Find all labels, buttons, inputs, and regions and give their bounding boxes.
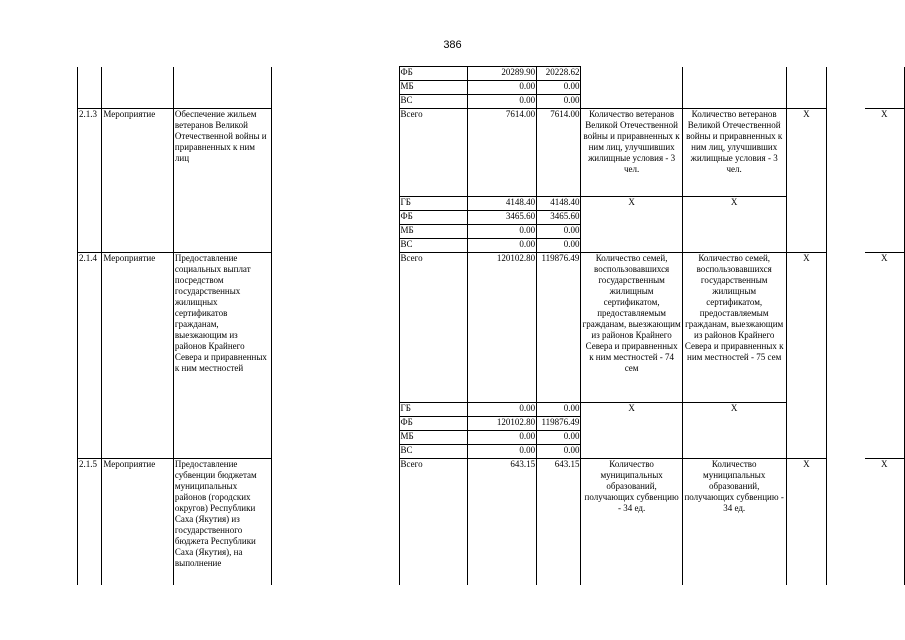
cell-value-plan: 7614.00 <box>467 109 536 197</box>
cell-source: ФБ <box>399 211 467 225</box>
cell-mark: Х <box>786 459 827 585</box>
cell-name <box>173 67 271 109</box>
cell-value-fact: 0.00 <box>537 81 581 95</box>
cell-value-fact: 4148.40 <box>537 197 581 211</box>
cell-mark: Х <box>581 197 682 253</box>
spacer-cell <box>827 253 865 459</box>
cell-source: Всего <box>399 459 467 585</box>
spacer-cell <box>272 459 336 585</box>
cell-mark: Х <box>581 403 682 459</box>
cell-source: ФБ <box>399 417 467 431</box>
cell-value-plan: 0.00 <box>467 403 536 417</box>
cell-value-plan: 120102.80 <box>467 417 536 431</box>
cell-value-plan: 0.00 <box>467 95 536 109</box>
cell-mark: Х <box>865 253 905 459</box>
cell-value-fact: 0.00 <box>537 403 581 417</box>
spacer-cell <box>272 253 336 459</box>
cell-type: Мероприятие <box>102 459 174 585</box>
cell-num: 2.1.4 <box>78 253 102 459</box>
cell-indicator-plan: Количество муниципальных образований, получающих субвенцию - 34 ед. <box>581 459 682 585</box>
cell-source: МБ <box>399 431 467 445</box>
table-row <box>78 459 905 585</box>
spacer-cell <box>827 109 865 253</box>
cell-source: МБ <box>399 81 467 95</box>
cell-value-fact: 3465.60 <box>537 211 581 225</box>
cell-source: ГБ <box>399 197 467 211</box>
spacer-cell <box>335 67 399 109</box>
cell-value-fact: 0.00 <box>537 445 581 459</box>
cell-mark: Х <box>786 253 827 459</box>
cell-num: 2.1.3 <box>78 109 102 253</box>
cell-source: Всего <box>399 253 467 403</box>
table-row <box>78 67 905 81</box>
cell-source: ВС <box>399 239 467 253</box>
cell-num <box>78 67 102 109</box>
table-row <box>78 253 905 403</box>
cell-type: Мероприятие <box>102 253 174 459</box>
cell-value-plan: 120102.80 <box>467 253 536 403</box>
cell-source: МБ <box>399 225 467 239</box>
cell-mark: Х <box>865 459 905 585</box>
cell-source: Всего <box>399 109 467 197</box>
page-number: 386 <box>443 39 462 51</box>
cell-mark: Х <box>786 109 827 253</box>
cell-mark: Х <box>682 197 786 253</box>
cell-mark: Х <box>865 109 905 253</box>
cell-indicator-fact <box>682 67 786 109</box>
cell-source: ВС <box>399 95 467 109</box>
cell-value-fact: 0.00 <box>537 95 581 109</box>
spacer-cell <box>335 109 399 253</box>
cell-value-fact: 0.00 <box>537 239 581 253</box>
cell-name: Предоставление социальных выплат посредством государственных жилищных сертификатов гражданам, выезжающим из районов Крайнего Севера и приравненных к ним местностей <box>173 253 271 459</box>
cell-name: Обеспечение жильем ветеранов Великой Отечественной войны и приравненных к ним лиц <box>173 109 271 253</box>
cell-value-plan: 0.00 <box>467 225 536 239</box>
cell-mark <box>786 67 827 109</box>
cell-value-fact: 0.00 <box>537 431 581 445</box>
cell-value-plan: 0.00 <box>467 445 536 459</box>
cell-value-plan: 4148.40 <box>467 197 536 211</box>
spacer-cell <box>272 67 336 109</box>
cell-indicator-plan: Количество ветеранов Великой Отечественной войны и приравненных к ним лиц, улучшивших жилищные условия - 3 чел. <box>581 109 682 197</box>
spacer-cell <box>335 459 399 585</box>
report-table <box>77 66 905 585</box>
cell-value-plan: 643.15 <box>467 459 536 585</box>
cell-source: ВС <box>399 445 467 459</box>
spacer-cell <box>335 253 399 459</box>
spacer-cell <box>272 109 336 253</box>
spacer-cell <box>827 67 865 109</box>
cell-value-fact: 119876.49 <box>537 417 581 431</box>
cell-value-plan: 20289.90 <box>467 67 536 81</box>
cell-mark: Х <box>682 403 786 459</box>
cell-value-plan: 0.00 <box>467 81 536 95</box>
cell-value-plan: 3465.60 <box>467 211 536 225</box>
cell-source: ГБ <box>399 403 467 417</box>
cell-indicator-plan: Количество семей, воспользовавшихся государственным жилищным сертификатом, предоставляемым гражданам, выезжающим из районов Крайнего Севера и приравненных к ним местностей - 74 сем <box>581 253 682 403</box>
cell-type <box>102 67 174 109</box>
cell-value-fact: 0.00 <box>537 225 581 239</box>
cell-value-plan: 0.00 <box>467 431 536 445</box>
cell-value-fact: 643.15 <box>537 459 581 585</box>
cell-value-fact: 119876.49 <box>537 253 581 403</box>
cell-value-plan: 0.00 <box>467 239 536 253</box>
cell-name: Предоставление субвенции бюджетам муниципальных районов (городских округов) Республики Саха (Якутия) из государственного бюджета Республики Саха (Якутия), на выполнение <box>173 459 271 585</box>
cell-indicator-plan <box>581 67 682 109</box>
cell-indicator-fact: Количество ветеранов Великой Отечественной войны и приравненных к ним лиц, улучшивших жилищные условия - 3 чел. <box>682 109 786 197</box>
cell-indicator-fact: Количество муниципальных образований, получающих субвенцию - 34 ед. <box>682 459 786 585</box>
cell-mark <box>865 67 905 109</box>
cell-value-fact: 7614.00 <box>537 109 581 197</box>
cell-indicator-fact: Количество семей, воспользовавшихся государственным жилищным сертификатом, предоставляемым гражданам, выезжающим из районов Крайнего Севера и приравненных к ним местностей - 75 сем <box>682 253 786 403</box>
cell-num: 2.1.5 <box>78 459 102 585</box>
cell-source: ФБ <box>399 67 467 81</box>
spacer-cell <box>827 459 865 585</box>
table-row <box>78 109 905 197</box>
cell-type: Мероприятие <box>102 109 174 253</box>
cell-value-fact: 20228.62 <box>537 67 581 81</box>
